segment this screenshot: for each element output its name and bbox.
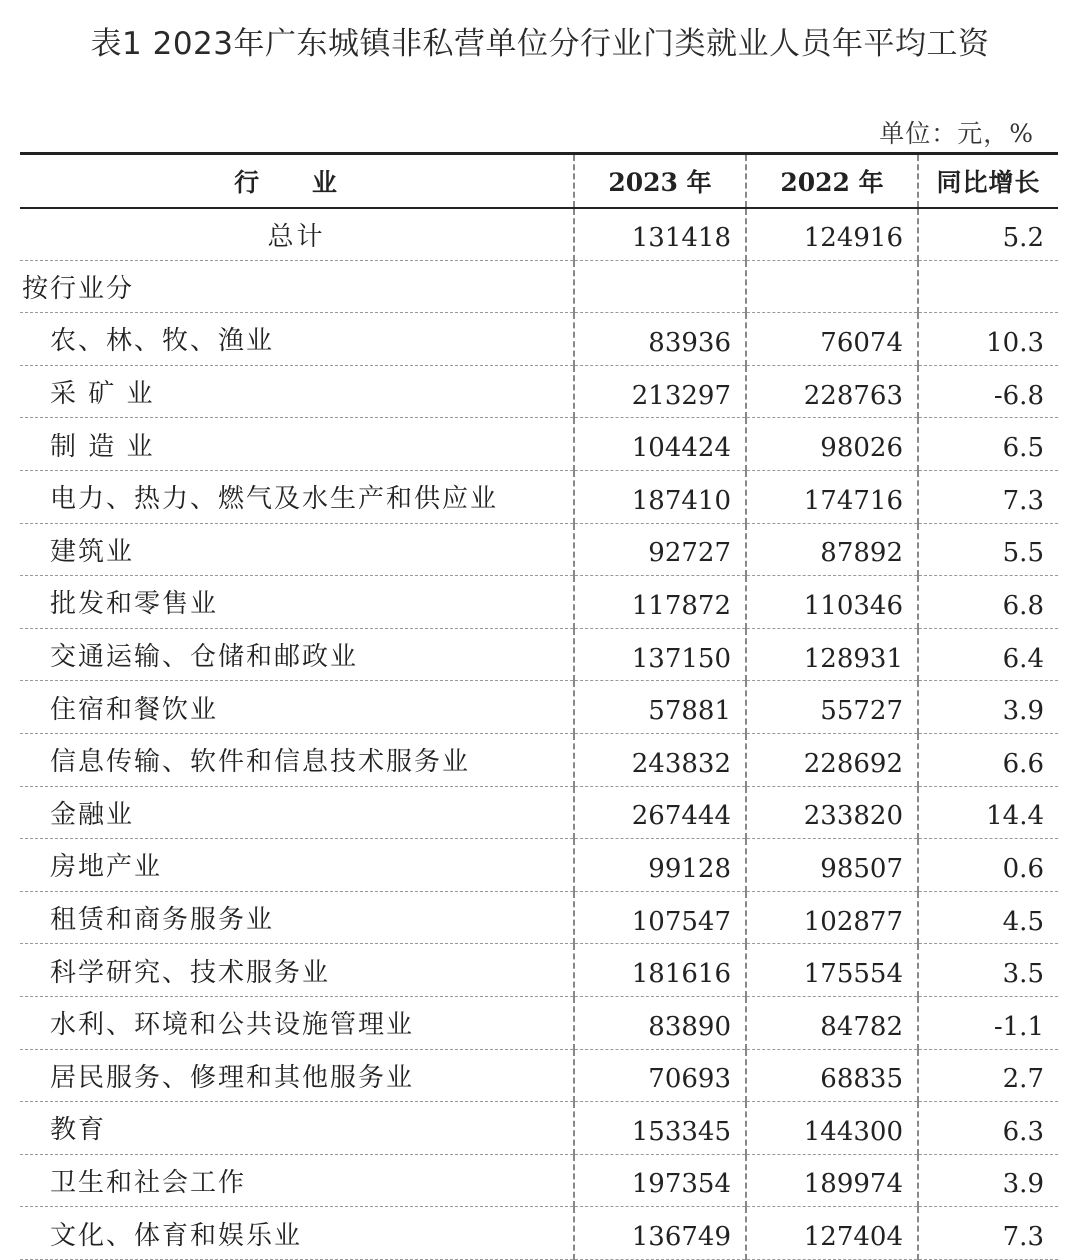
growth-rate: 5.5 <box>918 523 1058 576</box>
table-row <box>20 681 1058 734</box>
wage-2023: 57881 <box>574 681 746 734</box>
wage-2022: 144300 <box>746 1102 918 1155</box>
wage-2023: 153345 <box>574 1102 746 1155</box>
industry-name: 批发和零售业 <box>20 576 574 629</box>
industry-name: 制 造 业 <box>20 418 574 471</box>
table-row <box>20 786 1058 839</box>
industry-name: 交通运输、仓储和邮政业 <box>20 628 574 681</box>
wage-2023: 267444 <box>574 786 746 839</box>
table-title: 表1 2023年广东城镇非私营单位分行业门类就业人员年平均工资 <box>90 26 990 62</box>
table-row <box>20 944 1058 997</box>
growth-rate: 6.3 <box>918 1102 1058 1155</box>
wage-2023: 243832 <box>574 733 746 786</box>
growth-rate: 7.3 <box>918 470 1058 523</box>
unit-note: 单位：元，% <box>879 119 1034 148</box>
wage-2022: 175554 <box>746 944 918 997</box>
total-growth: 5.2 <box>918 208 1058 261</box>
wage-2023: 83890 <box>574 996 746 1049</box>
growth-rate: 6.5 <box>918 418 1058 471</box>
wage-2022: 174716 <box>746 470 918 523</box>
table-row <box>20 418 1058 471</box>
wage-2023: 104424 <box>574 418 746 471</box>
wage-2023: 181616 <box>574 944 746 997</box>
wage-2022: 110346 <box>746 576 918 629</box>
wage-table <box>20 152 1058 1260</box>
wage-2022: 55727 <box>746 681 918 734</box>
growth-rate: 0.6 <box>918 839 1058 892</box>
growth-rate: 2.7 <box>918 1049 1058 1102</box>
wage-2022: 228763 <box>746 365 918 418</box>
growth-rate: 3.9 <box>918 1154 1058 1207</box>
wage-2023: 197354 <box>574 1154 746 1207</box>
table-row <box>20 576 1058 629</box>
industry-name: 居民服务、修理和其他服务业 <box>20 1049 574 1102</box>
wage-2022: 128931 <box>746 628 918 681</box>
industry-name: 金融业 <box>20 786 574 839</box>
table-row <box>20 1102 1058 1155</box>
growth-rate: 3.5 <box>918 944 1058 997</box>
wage-2023: 213297 <box>574 365 746 418</box>
industry-name: 电力、热力、燃气及水生产和供应业 <box>20 470 574 523</box>
total-2022: 124916 <box>746 208 918 261</box>
wage-2022: 87892 <box>746 523 918 576</box>
wage-2023: 99128 <box>574 839 746 892</box>
table-row <box>20 365 1058 418</box>
wage-2023: 92727 <box>574 523 746 576</box>
section-empty-growth <box>918 260 1058 313</box>
wage-2022: 98507 <box>746 839 918 892</box>
wage-2023: 70693 <box>574 1049 746 1102</box>
header-2022: 2022 年 <box>746 154 918 208</box>
section-empty-2022 <box>746 260 918 313</box>
growth-rate: 4.5 <box>918 891 1058 944</box>
table-body <box>20 208 1058 1260</box>
section-empty-2023 <box>574 260 746 313</box>
industry-name: 租赁和商务服务业 <box>20 891 574 944</box>
growth-rate: 7.3 <box>918 1207 1058 1260</box>
growth-rate: 14.4 <box>918 786 1058 839</box>
wage-2023: 107547 <box>574 891 746 944</box>
table-row <box>20 1154 1058 1207</box>
wage-2023: 117872 <box>574 576 746 629</box>
table-row <box>20 996 1058 1049</box>
header-growth: 同比增长 <box>918 154 1058 208</box>
industry-name: 房地产业 <box>20 839 574 892</box>
industry-name: 住宿和餐饮业 <box>20 681 574 734</box>
wage-2023: 136749 <box>574 1207 746 1260</box>
growth-rate: 10.3 <box>918 313 1058 366</box>
industry-name: 教育 <box>20 1102 574 1155</box>
total-row <box>20 208 1058 261</box>
industry-name: 水利、环境和公共设施管理业 <box>20 996 574 1049</box>
wage-2022: 68835 <box>746 1049 918 1102</box>
wage-2023: 83936 <box>574 313 746 366</box>
table-row <box>20 628 1058 681</box>
growth-rate: 6.4 <box>918 628 1058 681</box>
industry-name: 农、林、牧、渔业 <box>20 313 574 366</box>
wage-2022: 98026 <box>746 418 918 471</box>
table-row <box>20 1207 1058 1260</box>
total-2023: 131418 <box>574 208 746 261</box>
industry-name: 文化、体育和娱乐业 <box>20 1207 574 1260</box>
industry-name: 建筑业 <box>20 523 574 576</box>
industry-name: 采 矿 业 <box>20 365 574 418</box>
industry-name: 信息传输、软件和信息技术服务业 <box>20 733 574 786</box>
section-label: 按行业分 <box>20 260 574 313</box>
growth-rate: -1.1 <box>918 996 1058 1049</box>
header-row <box>20 154 1058 208</box>
wage-2022: 102877 <box>746 891 918 944</box>
table-row <box>20 313 1058 366</box>
wage-2022: 189974 <box>746 1154 918 1207</box>
industry-name: 卫生和社会工作 <box>20 1154 574 1207</box>
growth-rate: 6.8 <box>918 576 1058 629</box>
growth-rate: 3.9 <box>918 681 1058 734</box>
industry-name: 科学研究、技术服务业 <box>20 944 574 997</box>
section-row <box>20 260 1058 313</box>
table-row <box>20 891 1058 944</box>
wage-2023: 137150 <box>574 628 746 681</box>
table-row <box>20 470 1058 523</box>
total-label: 总计 <box>20 208 574 261</box>
wage-2023: 187410 <box>574 470 746 523</box>
table-row <box>20 1049 1058 1102</box>
header-industry: 行 业 <box>20 154 574 208</box>
header-2023: 2023 年 <box>574 154 746 208</box>
table-row <box>20 523 1058 576</box>
wage-2022: 76074 <box>746 313 918 366</box>
growth-rate: -6.8 <box>918 365 1058 418</box>
table-row <box>20 733 1058 786</box>
wage-2022: 127404 <box>746 1207 918 1260</box>
wage-2022: 228692 <box>746 733 918 786</box>
table-row <box>20 839 1058 892</box>
wage-2022: 84782 <box>746 996 918 1049</box>
wage-2022: 233820 <box>746 786 918 839</box>
growth-rate: 6.6 <box>918 733 1058 786</box>
